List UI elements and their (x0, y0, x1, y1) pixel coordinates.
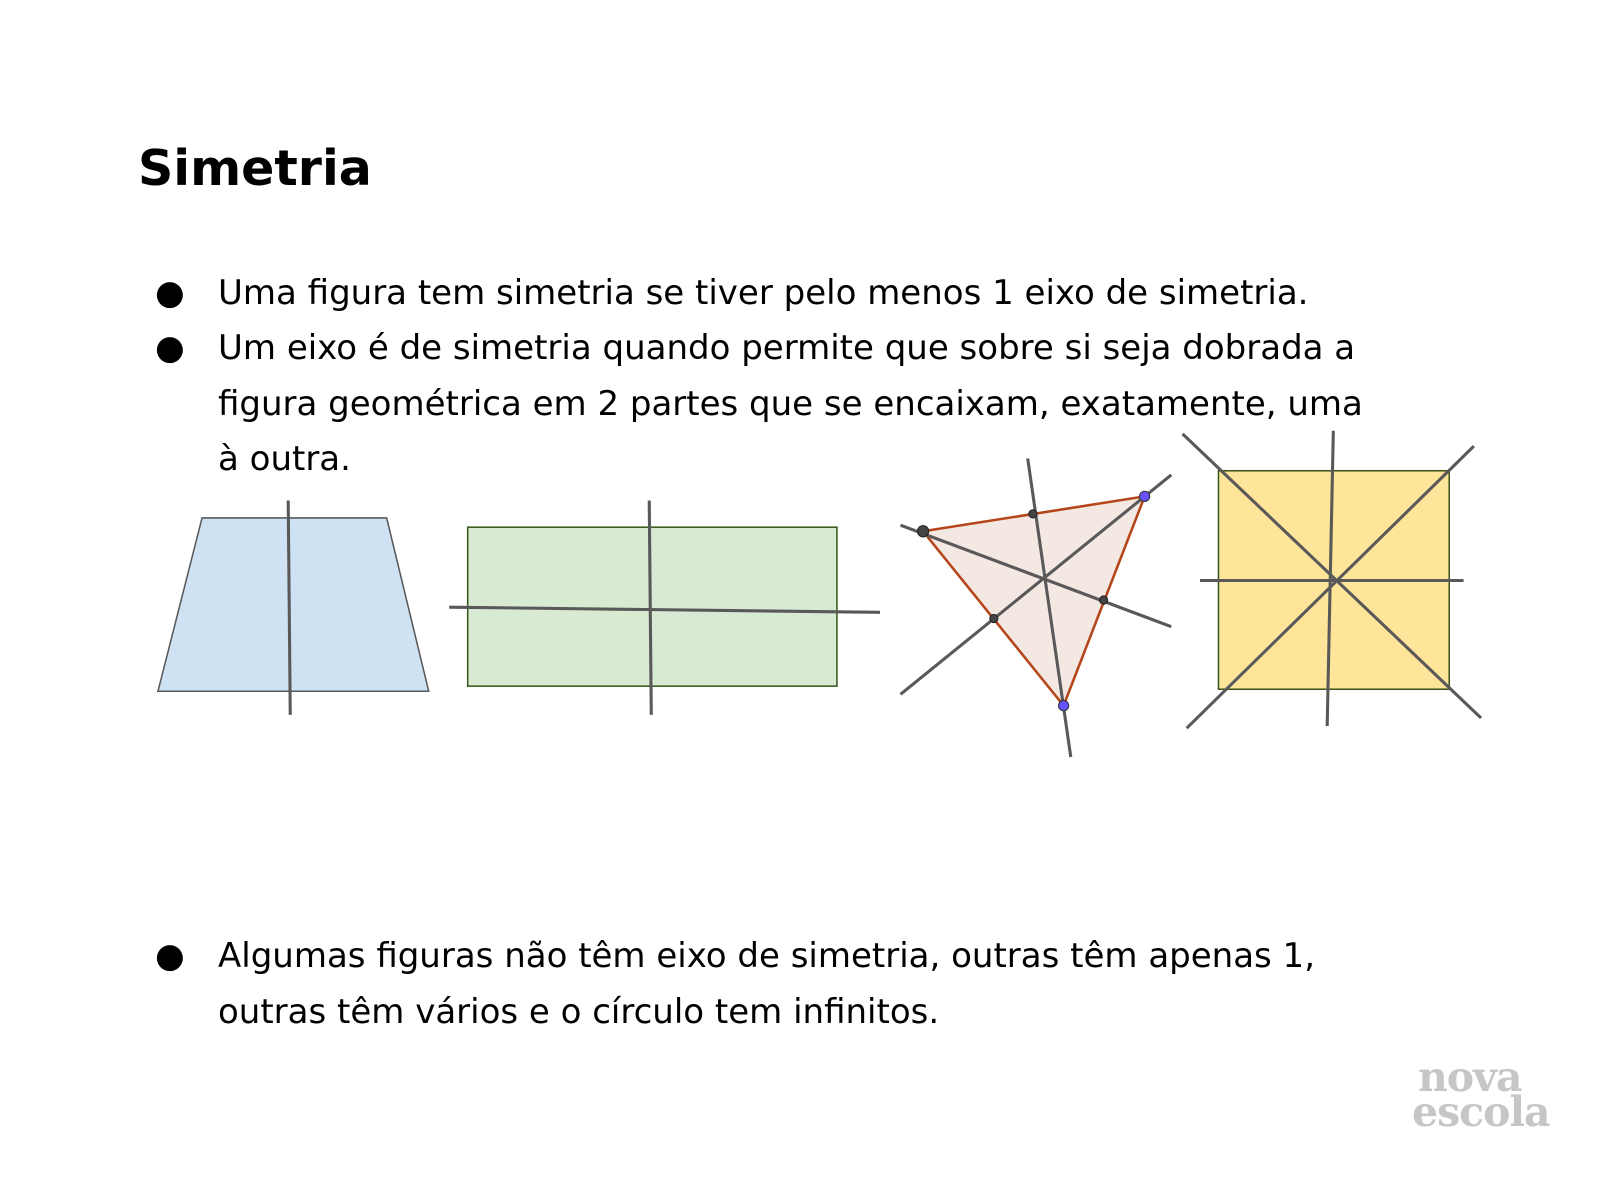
point (1099, 596, 1107, 604)
logo-line: escola (1412, 1088, 1550, 1136)
symmetry-axis (288, 501, 290, 715)
logo-line: nova (1418, 1053, 1522, 1101)
point (917, 526, 928, 537)
bullet-text-line: figura geométrica em 2 partes que se encaixam, exatamente, uma (218, 383, 1363, 424)
symmetry-axis (649, 501, 651, 715)
point (1029, 510, 1037, 518)
bullet-text-line: Um eixo é de simetria quando permite que sobre si seja dobrada a (218, 328, 1356, 368)
bullet-marker: ● (155, 936, 185, 976)
bullet-text-line: à outra. (218, 439, 351, 479)
point (990, 614, 998, 622)
trapezoid-figure (158, 501, 429, 715)
bullet-text-line: Uma figura tem simetria se tiver pelo menos 1 eixo de simetria. (218, 273, 1309, 313)
nova-escola-logo (1412, 1053, 1550, 1136)
bullet-marker: ● (155, 273, 185, 313)
bullet-marker: ● (155, 328, 185, 368)
point (1139, 491, 1149, 501)
rectangle-figure (449, 501, 880, 715)
bullet-text-line: outras têm vários e o círculo tem infinitos. (218, 991, 940, 1032)
square-figure (1183, 431, 1481, 728)
bullet-text-line: Algumas figuras não têm eixo de simetria, outras têm apenas 1, (218, 936, 1315, 976)
point (1058, 701, 1068, 711)
triangle-figure (901, 458, 1172, 756)
page-title: Simetria (138, 140, 372, 197)
